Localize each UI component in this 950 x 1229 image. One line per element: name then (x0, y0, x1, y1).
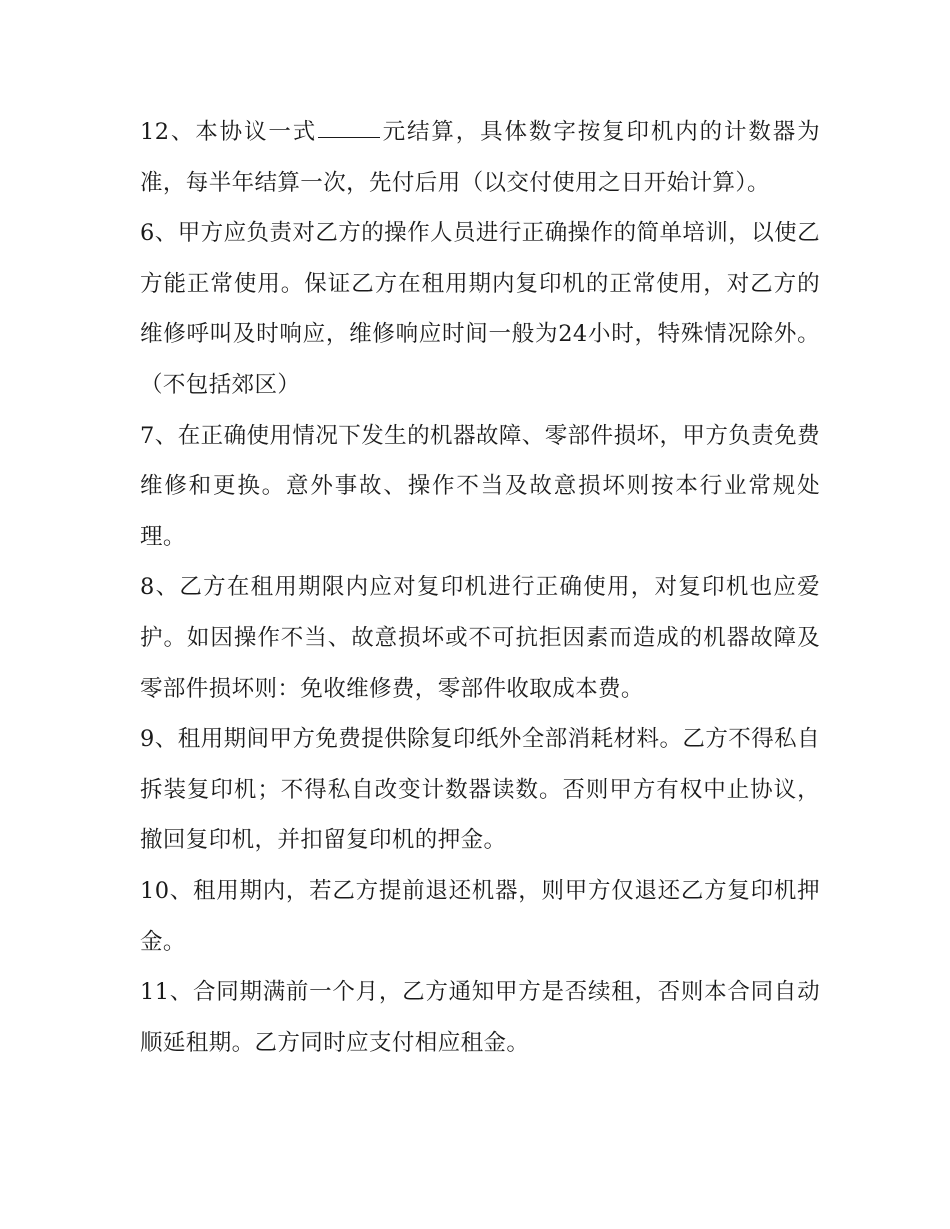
fill-in-blank (318, 136, 380, 138)
clause-12 (140, 107, 820, 208)
clause-11: 11、合同期满前一个月，乙方通知甲方是否续租，否则本合同自动顺延租期。乙方同时应支付相应租金。 (140, 979, 820, 1056)
clause-7: 7、在正确使用情况下发生的机器故障、零部件损坏，甲方负责免费维修和更换。意外事故、操作不当及故意损坏则按本行业常规处理。 (140, 422, 820, 550)
document-body (140, 107, 820, 1068)
clause-8: 8、乙方在租用期限内应对复印机进行正确使用，对复印机也应爱护。如因操作不当、故意损坏或不可抗拒因素而造成的机器故障及零部件损坏则：免收维修费，零部件收取成本费。 (140, 574, 820, 702)
clause-9: 9、租用期间甲方免费提供除复印纸外全部消耗材料。乙方不得私自拆装复印机；不得私自改变计数器读数。否则甲方有权中止协议，撤回复印机，并扣留复印机的押金。 (140, 726, 820, 854)
clause-6: 6、甲方应负责对乙方的操作人员进行正确操作的简单培训，以使乙方能正常使用。保证乙方在租用期内复印机的正常使用，对乙方的维修呼叫及时响应，维修响应时间一般为24小时，特殊情况除外。（不包括郊区） (140, 220, 820, 398)
clause-12-text-before: 12、本协议一式 (140, 119, 318, 145)
clause-10: 10、租用期内，若乙方提前退还机器，则甲方仅退还乙方复印机押金。 (140, 877, 820, 955)
clause-12-text-after: 元结算，具体数字按复印机内的计数器为准，每半年结算一次，先付后用（以交付使用之日开始计算）。 (140, 119, 820, 196)
